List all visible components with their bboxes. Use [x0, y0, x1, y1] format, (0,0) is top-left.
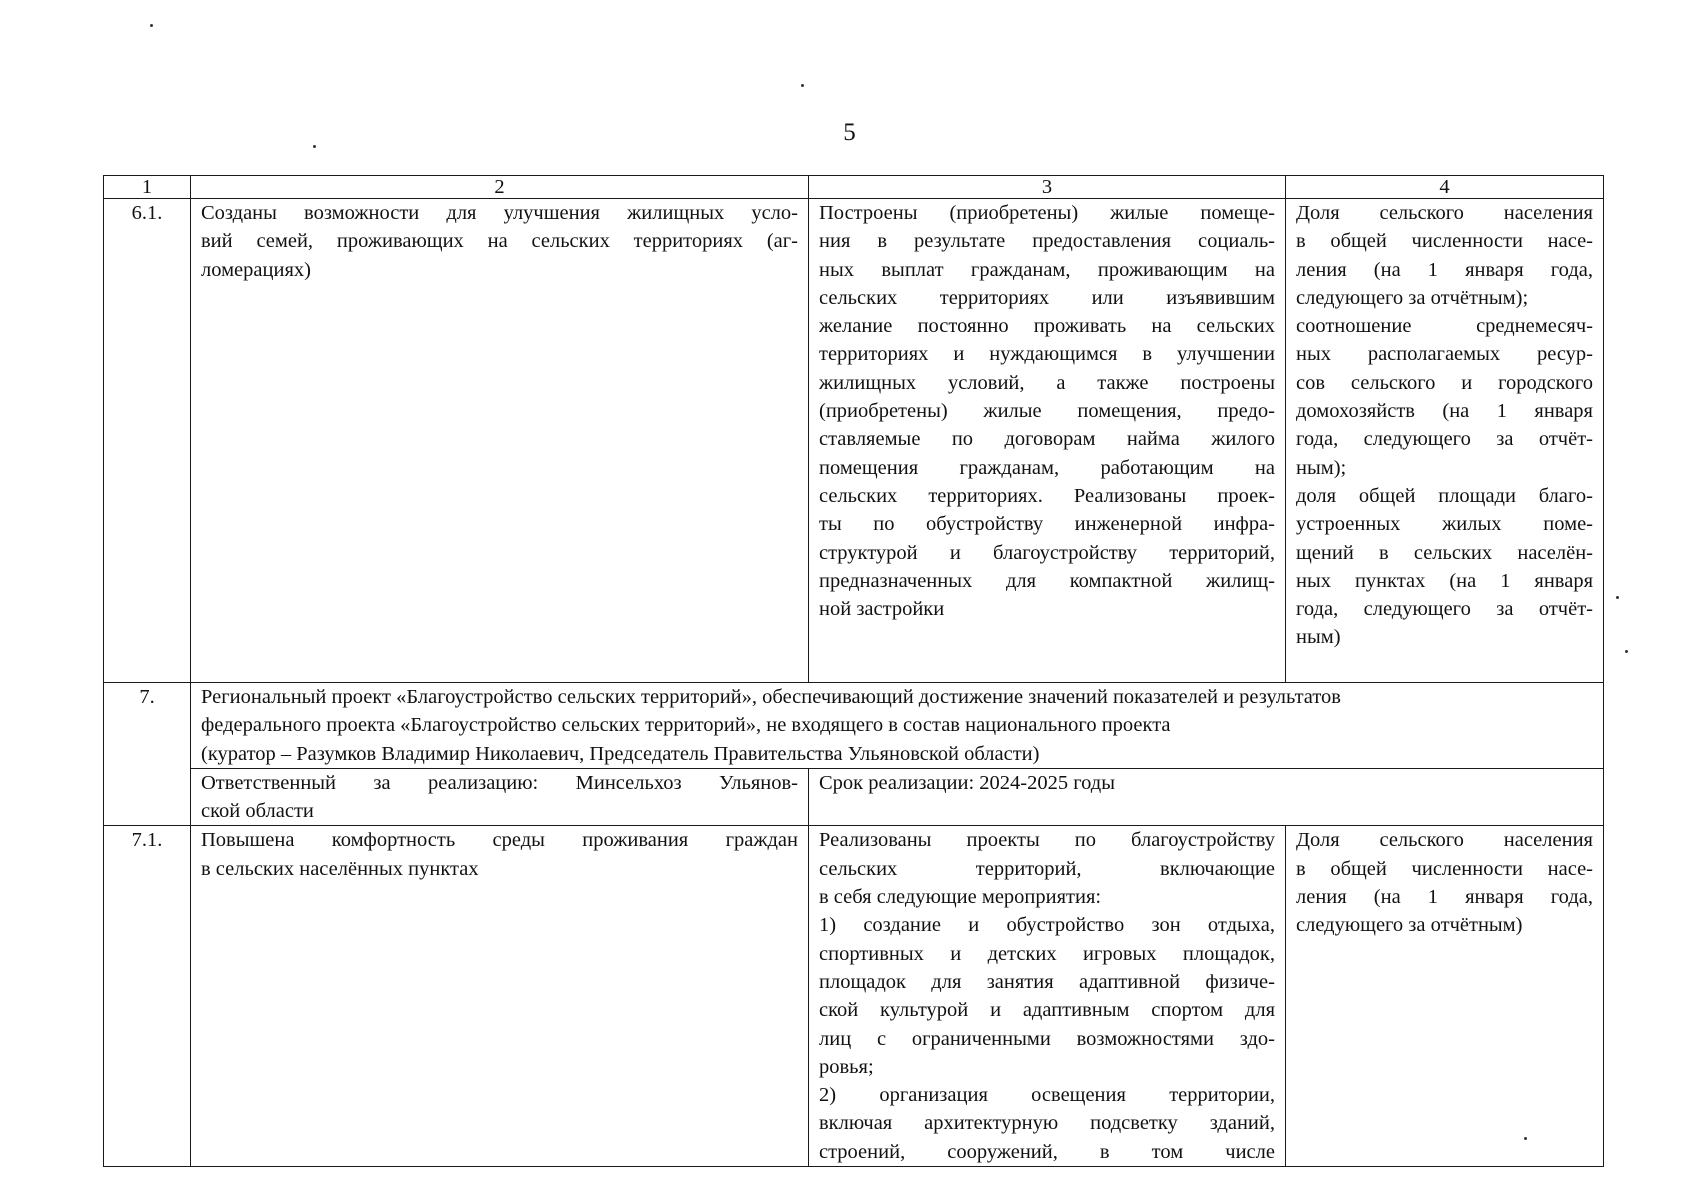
scan-speck: [313, 145, 316, 148]
result-characteristics: [809, 199, 1286, 683]
text-line: ных выплат гражданам, проживающим на: [819, 258, 1275, 281]
responsible-cell: [191, 768, 809, 826]
scan-speck: [1616, 596, 1619, 599]
text-line: федерального проекта «Благоустройство сельских территорий», не входящего в состав национального проекта: [201, 714, 1171, 737]
text-line: сов сельского и городского: [1296, 371, 1593, 394]
text-line: в сельских населённых пунктах: [201, 857, 479, 880]
row-number: 6.1.: [104, 199, 191, 683]
text-line: ты по обустройству инженерной инфра-: [819, 513, 1275, 536]
text-line: устроенных жилых поме-: [1296, 513, 1593, 536]
scan-speck: [801, 84, 804, 87]
text-line: Повышена комфортность среды проживания граждан: [201, 829, 798, 852]
text-line: структурой и благоустройству территорий,: [819, 541, 1275, 564]
text-line: Построены (приобретены) жилые помеще-: [819, 202, 1275, 224]
text-line: сельских территориях или изъявившим: [819, 286, 1275, 309]
column-header: 2: [191, 176, 809, 199]
text-line: Доля сельского населения: [1296, 202, 1593, 224]
indicators-cell: [1286, 199, 1604, 683]
text-line: ской области: [201, 800, 314, 823]
deadline-cell: [809, 768, 1604, 826]
text-line: ным): [1296, 626, 1341, 649]
text-line: домохозяйств (на 1 января: [1296, 400, 1593, 423]
text-line: сельских территорий, включающие: [819, 857, 1275, 880]
text-line: Ответственный за реализацию: Минсельхоз Ульянов-: [201, 771, 798, 794]
text-line: ния в результате предоставления социаль-: [819, 230, 1275, 253]
page-number: 5: [843, 119, 856, 146]
text-line: ровья;: [819, 1055, 874, 1078]
text-line: следующего за отчётным): [1296, 914, 1523, 937]
text-line: помещения гражданам, работающим на: [819, 456, 1275, 479]
text-line: предназначенных для компактной жилищ-: [819, 569, 1275, 592]
text-line: 2) организация освещения территории,: [819, 1084, 1275, 1107]
text-line: (куратор – Разумков Владимир Николаевич, Председатель Правительства Ульяновской области): [201, 742, 1040, 765]
text-line: в себя следующие мероприятия:: [819, 886, 1102, 909]
text-line: доля общей площади благо-: [1296, 484, 1593, 507]
column-header: 1: [104, 176, 191, 199]
text-line: Региональный проект «Благоустройство сельских территорий», обеспечивающий достижение значений показателей и результатов: [201, 686, 1341, 708]
project-title-cell: [191, 683, 1604, 769]
table-row-7-details: [104, 768, 1604, 826]
result-description: [191, 199, 809, 683]
scan-speck: [1625, 650, 1628, 653]
text-line: ных пунктах (на 1 января: [1296, 569, 1593, 592]
table-row-7-1: [104, 826, 1604, 1167]
text-line: 1) создание и обустройство зон отдыха,: [819, 914, 1275, 937]
text-line: территориях и нуждающимся в улучшении: [819, 343, 1275, 366]
text-line: площадок для занятия адаптивной физиче-: [819, 970, 1275, 993]
result-characteristics: [809, 826, 1286, 1167]
text-line: желание постоянно проживать на сельских: [819, 315, 1275, 338]
text-line: Реализованы проекты по благоустройству: [819, 829, 1275, 852]
text-line: лиц с ограниченными возможностями здо-: [819, 1027, 1275, 1050]
table-row-6-1: [104, 199, 1604, 683]
text-line: соотношение среднемесяч-: [1296, 315, 1593, 338]
text-line: года, следующего за отчёт-: [1296, 598, 1593, 621]
text-line: сельских территориях. Реализованы проек-: [819, 484, 1275, 507]
text-line: жилищных условий, а также построены: [819, 371, 1275, 394]
text-line: строений, сооружений, в том числе: [819, 1140, 1275, 1163]
text-line: спортивных и детских игровых площадок,: [819, 942, 1275, 965]
text-line: ления (на 1 января года,: [1296, 258, 1593, 281]
column-header: 4: [1286, 176, 1604, 199]
text-line: Доля сельского населения: [1296, 829, 1593, 852]
result-description: [191, 826, 809, 1167]
indicators-cell: [1286, 826, 1604, 1167]
text-line: ной застройки: [819, 598, 945, 621]
text-line: ставляемые по договорам найма жилого: [819, 428, 1275, 451]
text-line: года, следующего за отчёт-: [1296, 428, 1593, 451]
scan-speck: [150, 24, 153, 27]
text-line: ломерациях): [201, 258, 311, 281]
text-line: следующего за отчётным);: [1296, 286, 1529, 309]
table-header-row: [104, 176, 1604, 199]
text-line: щений в сельских населён-: [1296, 541, 1593, 564]
text-line: вий семей, проживающих на сельских территориях (аг-: [201, 230, 798, 253]
text-line: включая архитектурную подсветку зданий,: [819, 1112, 1275, 1135]
table-row-7: [104, 683, 1604, 769]
text-line: ных располагаемых ресур-: [1296, 343, 1593, 366]
text-line: (приобретены) жилые помещения, предо-: [819, 400, 1275, 423]
row-number: 7.: [104, 683, 191, 826]
text-line: ным);: [1296, 456, 1347, 479]
text-line: ской культурой и адаптивным спортом для: [819, 999, 1275, 1022]
text-line: Срок реализации: 2024-2025 годы: [819, 771, 1115, 794]
text-line: Созданы возможности для улучшения жилищных усло-: [201, 202, 798, 224]
results-table: [103, 175, 1604, 1167]
text-line: в общей численности насе-: [1296, 857, 1593, 880]
column-header: 3: [809, 176, 1286, 199]
row-number: 7.1.: [104, 826, 191, 1167]
text-line: в общей численности насе-: [1296, 230, 1593, 253]
text-line: ления (на 1 января года,: [1296, 886, 1593, 909]
